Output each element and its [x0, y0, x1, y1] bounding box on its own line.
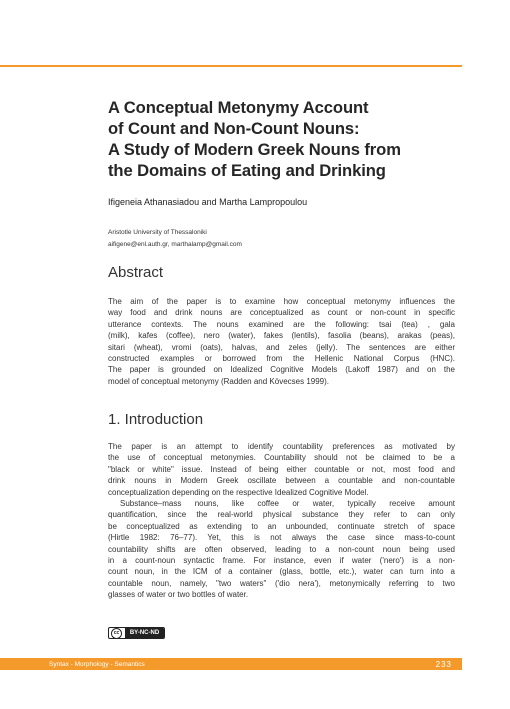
text-line: drink nouns in Modern Greek oscillate between a countable and non-countable: [108, 476, 455, 486]
page-number: 233: [435, 659, 452, 669]
affiliation: Aristotle University of Thessaloniki: [108, 229, 207, 236]
text-line: in a count-noun syntactic frame. For instance, even if water ('nero') is a non-: [108, 555, 455, 565]
text-line: be conceptualized as extending to an unbounded, continuate stretch of space: [108, 521, 455, 531]
text-line: sitari (wheat), vromi (oats), halvas, and zeles (jelly). The sentences are either: [108, 342, 455, 352]
title-line: the Domains of Eating and Drinking: [108, 161, 386, 180]
text-line: model of conceptual metonymy (Radden and Kövecses 1999).: [108, 376, 330, 386]
text-line: countability shifts are often observed, leading to a non-count noun being used: [108, 544, 455, 554]
intro-paragraph-2: [108, 498, 455, 601]
text-line: way food and drink nouns are conceptualized as count or non-count in specific: [108, 308, 455, 318]
text-line: utterance contexts. The nouns examined are the following: tsai (tea) , gala: [108, 319, 455, 329]
text-line: (milk), kafes (coffee), nero (water), fakes (lentils), fasolia (beans), arakas (peas),: [108, 331, 455, 341]
title-line: A Study of Modern Greek Nouns from: [108, 140, 401, 159]
text-line: quantification, since the real-world physical substance they refer to can only: [108, 510, 455, 520]
cc-license-badge[interactable]: [108, 627, 165, 639]
text-line: (Hirtle 1982: 76–77). Yet, this is not always the case since mass-to-count: [108, 533, 455, 543]
intro-paragraph-1: [108, 441, 455, 498]
affiliation-block: [108, 227, 242, 251]
text-line: conceptualization depending on the respective Idealized Cognitive Model.: [108, 487, 369, 497]
abstract-heading: Abstract: [108, 264, 164, 281]
text-line: constructed examples or borrowed from the Hellenic National Corpus (HNC).: [108, 353, 455, 363]
text-line: The aim of the paper is to examine how conceptual metonymy influences the: [108, 297, 455, 306]
text-line: The paper is an attempt to identify countability preferences as motivated by: [108, 442, 455, 451]
text-line: glasses of water or two bottles of water.: [108, 590, 249, 600]
introduction-heading: 1. Introduction: [108, 411, 204, 428]
license-label: BY-NC-ND: [125, 628, 164, 638]
text-line: "black or white" issue. Instead of being either countable or not, most food and: [108, 464, 455, 474]
text-line: the use of conceptual metonymies. Countability should not be claimed to be a: [108, 453, 455, 463]
author-list: Ifigeneia Athanasiadou and Martha Lampropoulou: [108, 197, 308, 207]
header-rule: [0, 65, 462, 67]
text-line: Substance–mass nouns, like coffee or water, typically receive amount: [120, 499, 455, 508]
title-line: of Count and Non-Count Nouns:: [108, 119, 360, 138]
footer-section: Syntax - Morphology - Semantics: [49, 660, 145, 668]
text-line: count noun, in the ICM of a container (glass, bottle, etc.), water can turn into a: [108, 567, 455, 577]
author-emails[interactable]: aifigene@enl.auth.gr, marthalamp@gmail.com: [108, 241, 242, 248]
text-line: countable noun, namely, "two waters" ('dio nera'), metonymically referring to two: [108, 578, 455, 588]
cc-icon: cc: [111, 628, 122, 639]
paper-title: [108, 97, 468, 181]
abstract-paragraph: [108, 296, 455, 387]
title-line: A Conceptual Metonymy Account: [108, 98, 369, 117]
text-line: The paper is grounded on Idealized Cognitive Models (Lakoff 1987) and on the: [108, 365, 455, 375]
page-footer: [0, 658, 462, 670]
